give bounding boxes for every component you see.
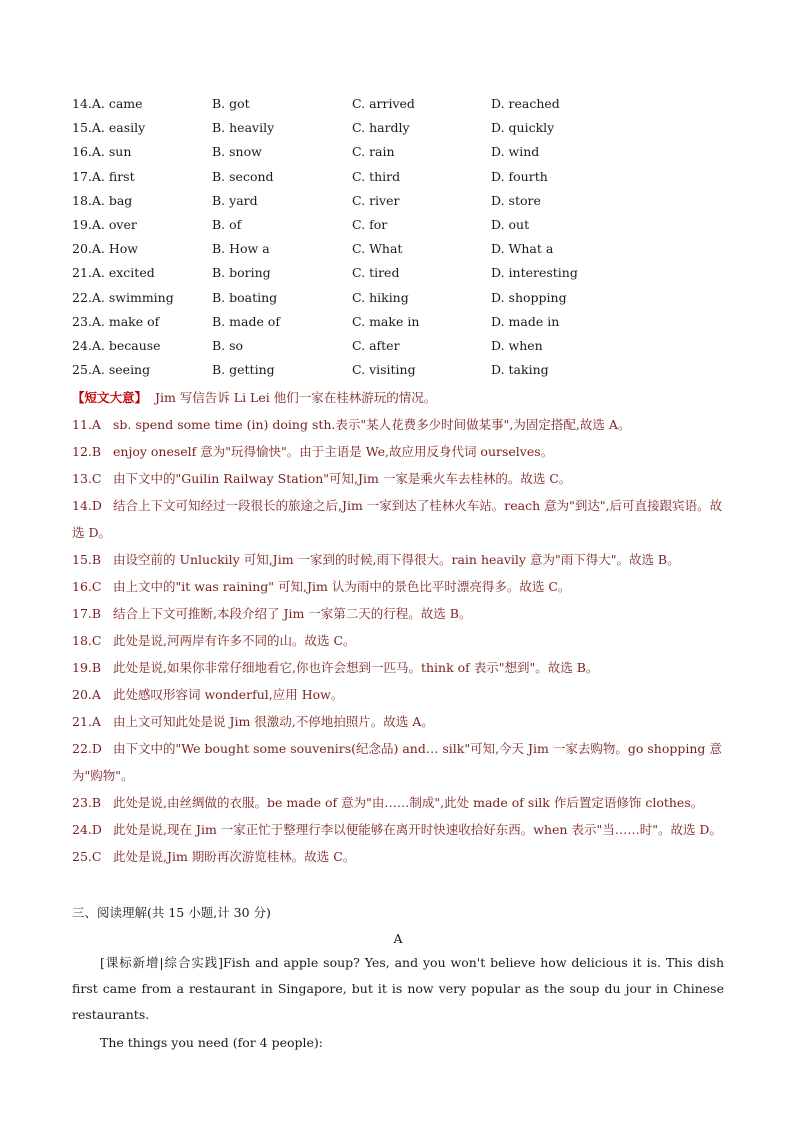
answer-item: 15.B 由设空前的 Unluckily 可知,Jim 一家到的时候,雨下得很大。rain heavily 意为"雨下得大"。故选 B。 [72, 552, 680, 567]
answer-item: 14.D 结合上下文可知经过一段很长的旅途之后,Jim 一家到达了桂林火车站。reach 意为"到达",后可直接跟宾语。故选 D。 [72, 498, 723, 540]
document-page: 14.A. came B. got C. arrived D. reached 15.A. easily B. heavily C. hardly D. quickly 16.A. sun B. snow C. rain D. wind 17.A. first B. second C. third D. fourth 18.A. bag B. yard C. river D. store 19.A. over B. of C. for D. out 20.A. How B. How a C. What D. What a 21.A. excited B. boring C. tired D. interesting 22.A. swimming B. boating C. hiking D. shopping 23.A. make of B. made of C. make in D. made in 24.A. because B. so C. after D. when 25.A. seeing B. getting C. visiting D. taking 【短文大意】 Jim 写信告诉 Li Lei 他们一家在桂林游玩的情况。 11.A sb. spend some time (in) doing sth.表示"某人花费多少时间做某事",为固定搭配,故选 A。 12.B enjoy oneself 意为"玩得愉快"。由于主语是 We,故应用反身代词 ourselves。 13.C 由下文中的"Guilin Railway Station"可知,Jim 一家是乘火车去桂林的。故选 C。 14.D 结合上下文可知经过一段很长的旅途之后,Jim 一家到达了桂林火车站。reach 意为"到达",后可直接跟宾语。故选 D。 15.B 由设空前的 Unluckily 可知,Jim 一家到的时候,雨下得很大。rain heavily 意为"雨下得大"。故选 B。 16.C 由上文中的"it was raining" 可知,Jim 认为雨中的景色比平时漂亮得多。故选 C。 17.B 结合上下文可推断,本段介绍了 Jim 一家第二天的行程。故选 B。 18.C 此处是说,河两岸有许多不同的山。故选 C。 19.B 此处是说,如果你非常仔细地看它,你也许会想到一匹马。think of 表示"想到"。故选 B。 20.A 此处感叹形容词 wonderful,应用 How。 21.A 由上文可知此处是说 Jim 很激动,不停地拍照片。故选 A。 22.D 由下文中的"We bought some souvenirs(纪念品) and… silk"可知,今天 Jim 一家去购物。go shopping 意为"购物"。 23.B 此处是说,由丝绸做的衣服。be made of 意为"由……制成",此处 made of silk 作后置定语修饰 clothes。 24.D 此处是说,现在 Jim 一家正忙于整理行李以便能够在离开时快速收拾好东西。when 表示"当……时"。故选 D。 25.C 此处是说,Jim 期盼再次游览桂林。故选 C。 三、阅读理解(共 15 小题,计 30 分) A [课标新增|综合实践]Fish and apple soup? Yes, and you won't believe how delicious it is. This dish first came from a restaurant in Singapore, but it is now very popular as the soup du jour in Chinese restaurants. The things you need (for 4 people): [0, 0, 794, 1123]
answer-item: 13.C 由下文中的"Guilin Railway Station"可知,Jim 一家是乘火车去桂林的。故选 C。 [72, 471, 572, 486]
answer-item: 16.C 由上文中的"it was raining" 可知,Jim 认为雨中的景色比平时漂亮得多。故选 C。 [72, 579, 571, 594]
answer-item: 25.C 此处是说,Jim 期盼再次游览桂林。故选 C。 [72, 849, 356, 864]
answer-item: 23.B 此处是说,由丝绸做的衣服。be made of 意为"由……制成",此处 made of silk 作后置定语修饰 clothes。 [72, 795, 704, 810]
answer-item: 12.B enjoy oneself 意为"玩得愉快"。由于主语是 We,故应用反身代词 ourselves。 [72, 444, 554, 459]
passage-paragraph: The things you need (for 4 people): [100, 1035, 324, 1050]
answer-item: 17.B 结合上下文可推断,本段介绍了 Jim 一家第二天的行程。故选 B。 [72, 606, 472, 621]
summary-line [72, 384, 724, 411]
answer-item: 24.D 此处是说,现在 Jim 一家正忙于整理行李以便能够在离开时快速收拾好东西。when 表示"当……时"。故选 D。 [72, 822, 722, 837]
answer-item: 19.B 此处是说,如果你非常仔细地看它,你也许会想到一匹马。think of 表示"想到"。故选 B。 [72, 660, 599, 675]
answer-item: 18.C 此处是说,河两岸有许多不同的山。故选 C。 [72, 633, 356, 648]
answer-explanations [72, 384, 724, 870]
section-heading: 三、阅读理解(共 15 小题,计 30 分) [72, 905, 271, 920]
answer-item: 22.D 由下文中的"We bought some souvenirs(纪念品) and… silk"可知,今天 Jim 一家去购物。go shopping 意为"购物"。 [72, 741, 722, 783]
passage-label: A [393, 931, 403, 946]
answer-item: 21.A 由上文可知此处是说 Jim 很激动,不停地拍照片。故选 A。 [72, 714, 434, 729]
reading-section [72, 902, 724, 1056]
passage-paragraph: [课标新增|综合实践]Fish and apple soup? Yes, and you won't believe how delicious it is. This dish first came from a restaurant in Singapore, but it is now very popular as the soup du jour in Chinese restaurants. [72, 955, 724, 1022]
answer-item: 20.A 此处感叹形容词 wonderful,应用 How。 [72, 687, 344, 702]
summary-text: Jim 写信告诉 Li Lei 他们一家在桂林游玩的情况。 [154, 390, 437, 405]
summary-bracket: 【短文大意】 [72, 390, 148, 405]
answer-item: 11.A sb. spend some time (in) doing sth.表示"某人花费多少时间做某事",为固定搭配,故选 A。 [72, 417, 631, 432]
